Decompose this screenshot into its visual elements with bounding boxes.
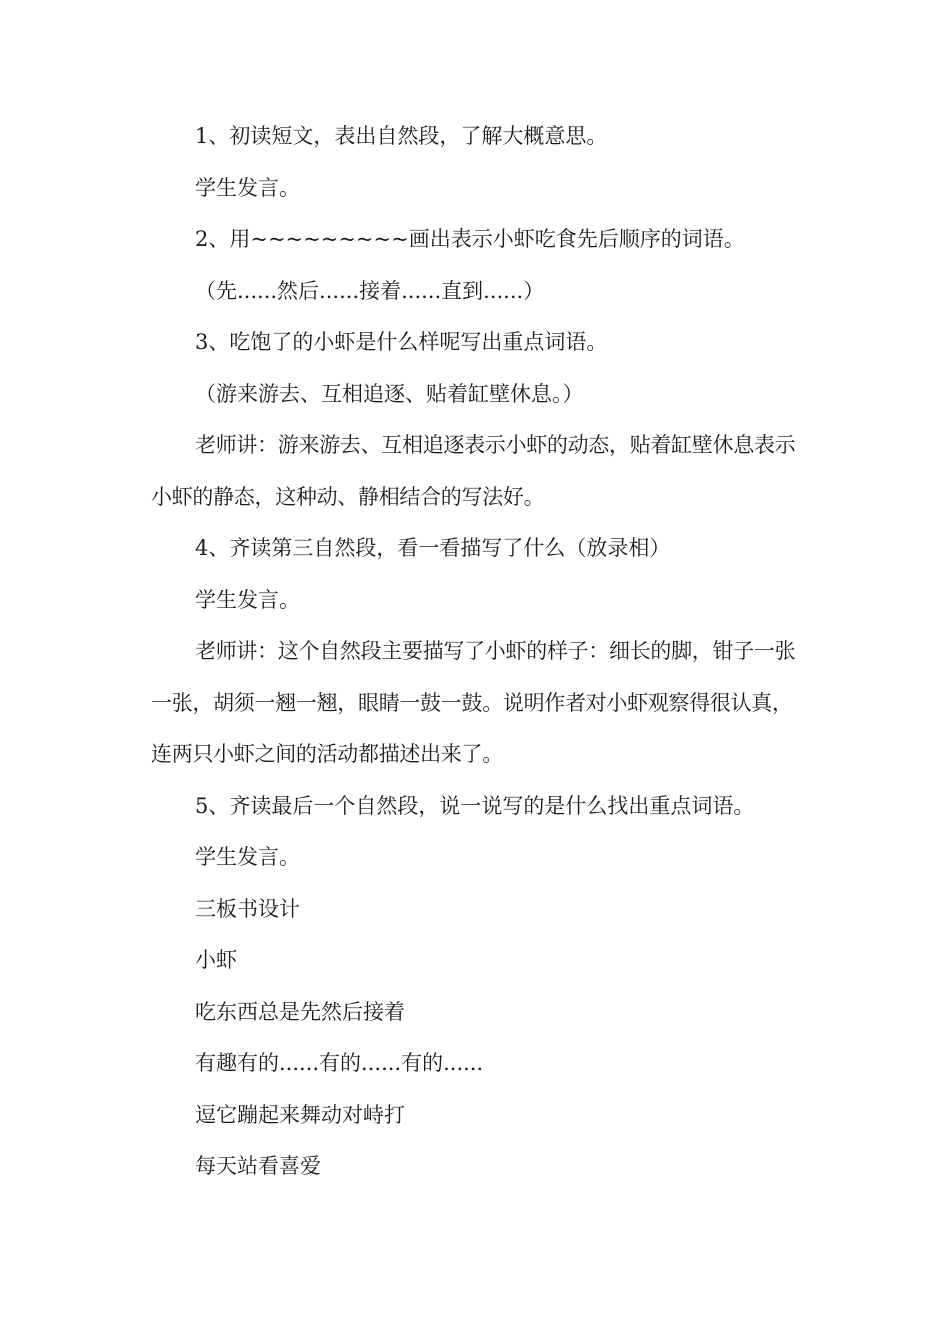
paragraph-step-3: 3、吃饱了的小虾是什么样呢写出重点词语。 — [195, 330, 608, 354]
document-body — [151, 111, 801, 1193]
paragraph-teacher-comment-2: 老师讲：这个自然段主要描写了小虾的样子：细长的脚，钳子一张一张，胡须一翘一翘，眼睛一鼓一鼓。说明作者对小虾观察得很认真，连两只小虾之间的活动都描述出来了。 — [151, 639, 796, 766]
paragraph-step-2: 2、用~~~~~~~~~画出表示小虾吃食先后顺序的词语。 — [195, 227, 745, 251]
paragraph-student-speaks: 学生发言。 — [195, 175, 300, 200]
paragraph-board-title: 小虾 — [195, 948, 237, 972]
paragraph-board-design-heading: 三板书设计 — [195, 896, 300, 921]
paragraph-board-line-2: 有趣有的......有的......有的...... — [195, 1051, 484, 1075]
paragraph-step-1: 1、初读短文，表出自然段，了解大概意思。 — [195, 124, 608, 148]
paragraph-step-5: 5、齐读最后一个自然段，说一说写的是什么找出重点词语。 — [195, 793, 755, 818]
paragraph-board-line-3: 逗它蹦起来舞动对峙打 — [195, 1102, 405, 1127]
paragraph-student-speaks: 学生发言。 — [195, 587, 300, 612]
paragraph-sequence-words: （先......然后......接着......直到......） — [195, 278, 545, 303]
paragraph-board-line-1: 吃东西总是先然后接着 — [195, 999, 405, 1024]
paragraph-step-4: 4、齐读第三自然段，看一看描写了什么（放录相） — [195, 536, 671, 560]
paragraph-teacher-comment-1: 老师讲：游来游去、互相追逐表示小虾的动态，贴着缸壁休息表示小虾的静态，这种动、静相结合的写法好。 — [151, 433, 796, 509]
paragraph-board-line-4: 每天站看喜爱 — [195, 1154, 321, 1178]
paragraph-key-words: （游来游去、互相追逐、贴着缸壁休息。） — [195, 381, 584, 406]
paragraph-student-speaks: 学生发言。 — [195, 845, 300, 869]
